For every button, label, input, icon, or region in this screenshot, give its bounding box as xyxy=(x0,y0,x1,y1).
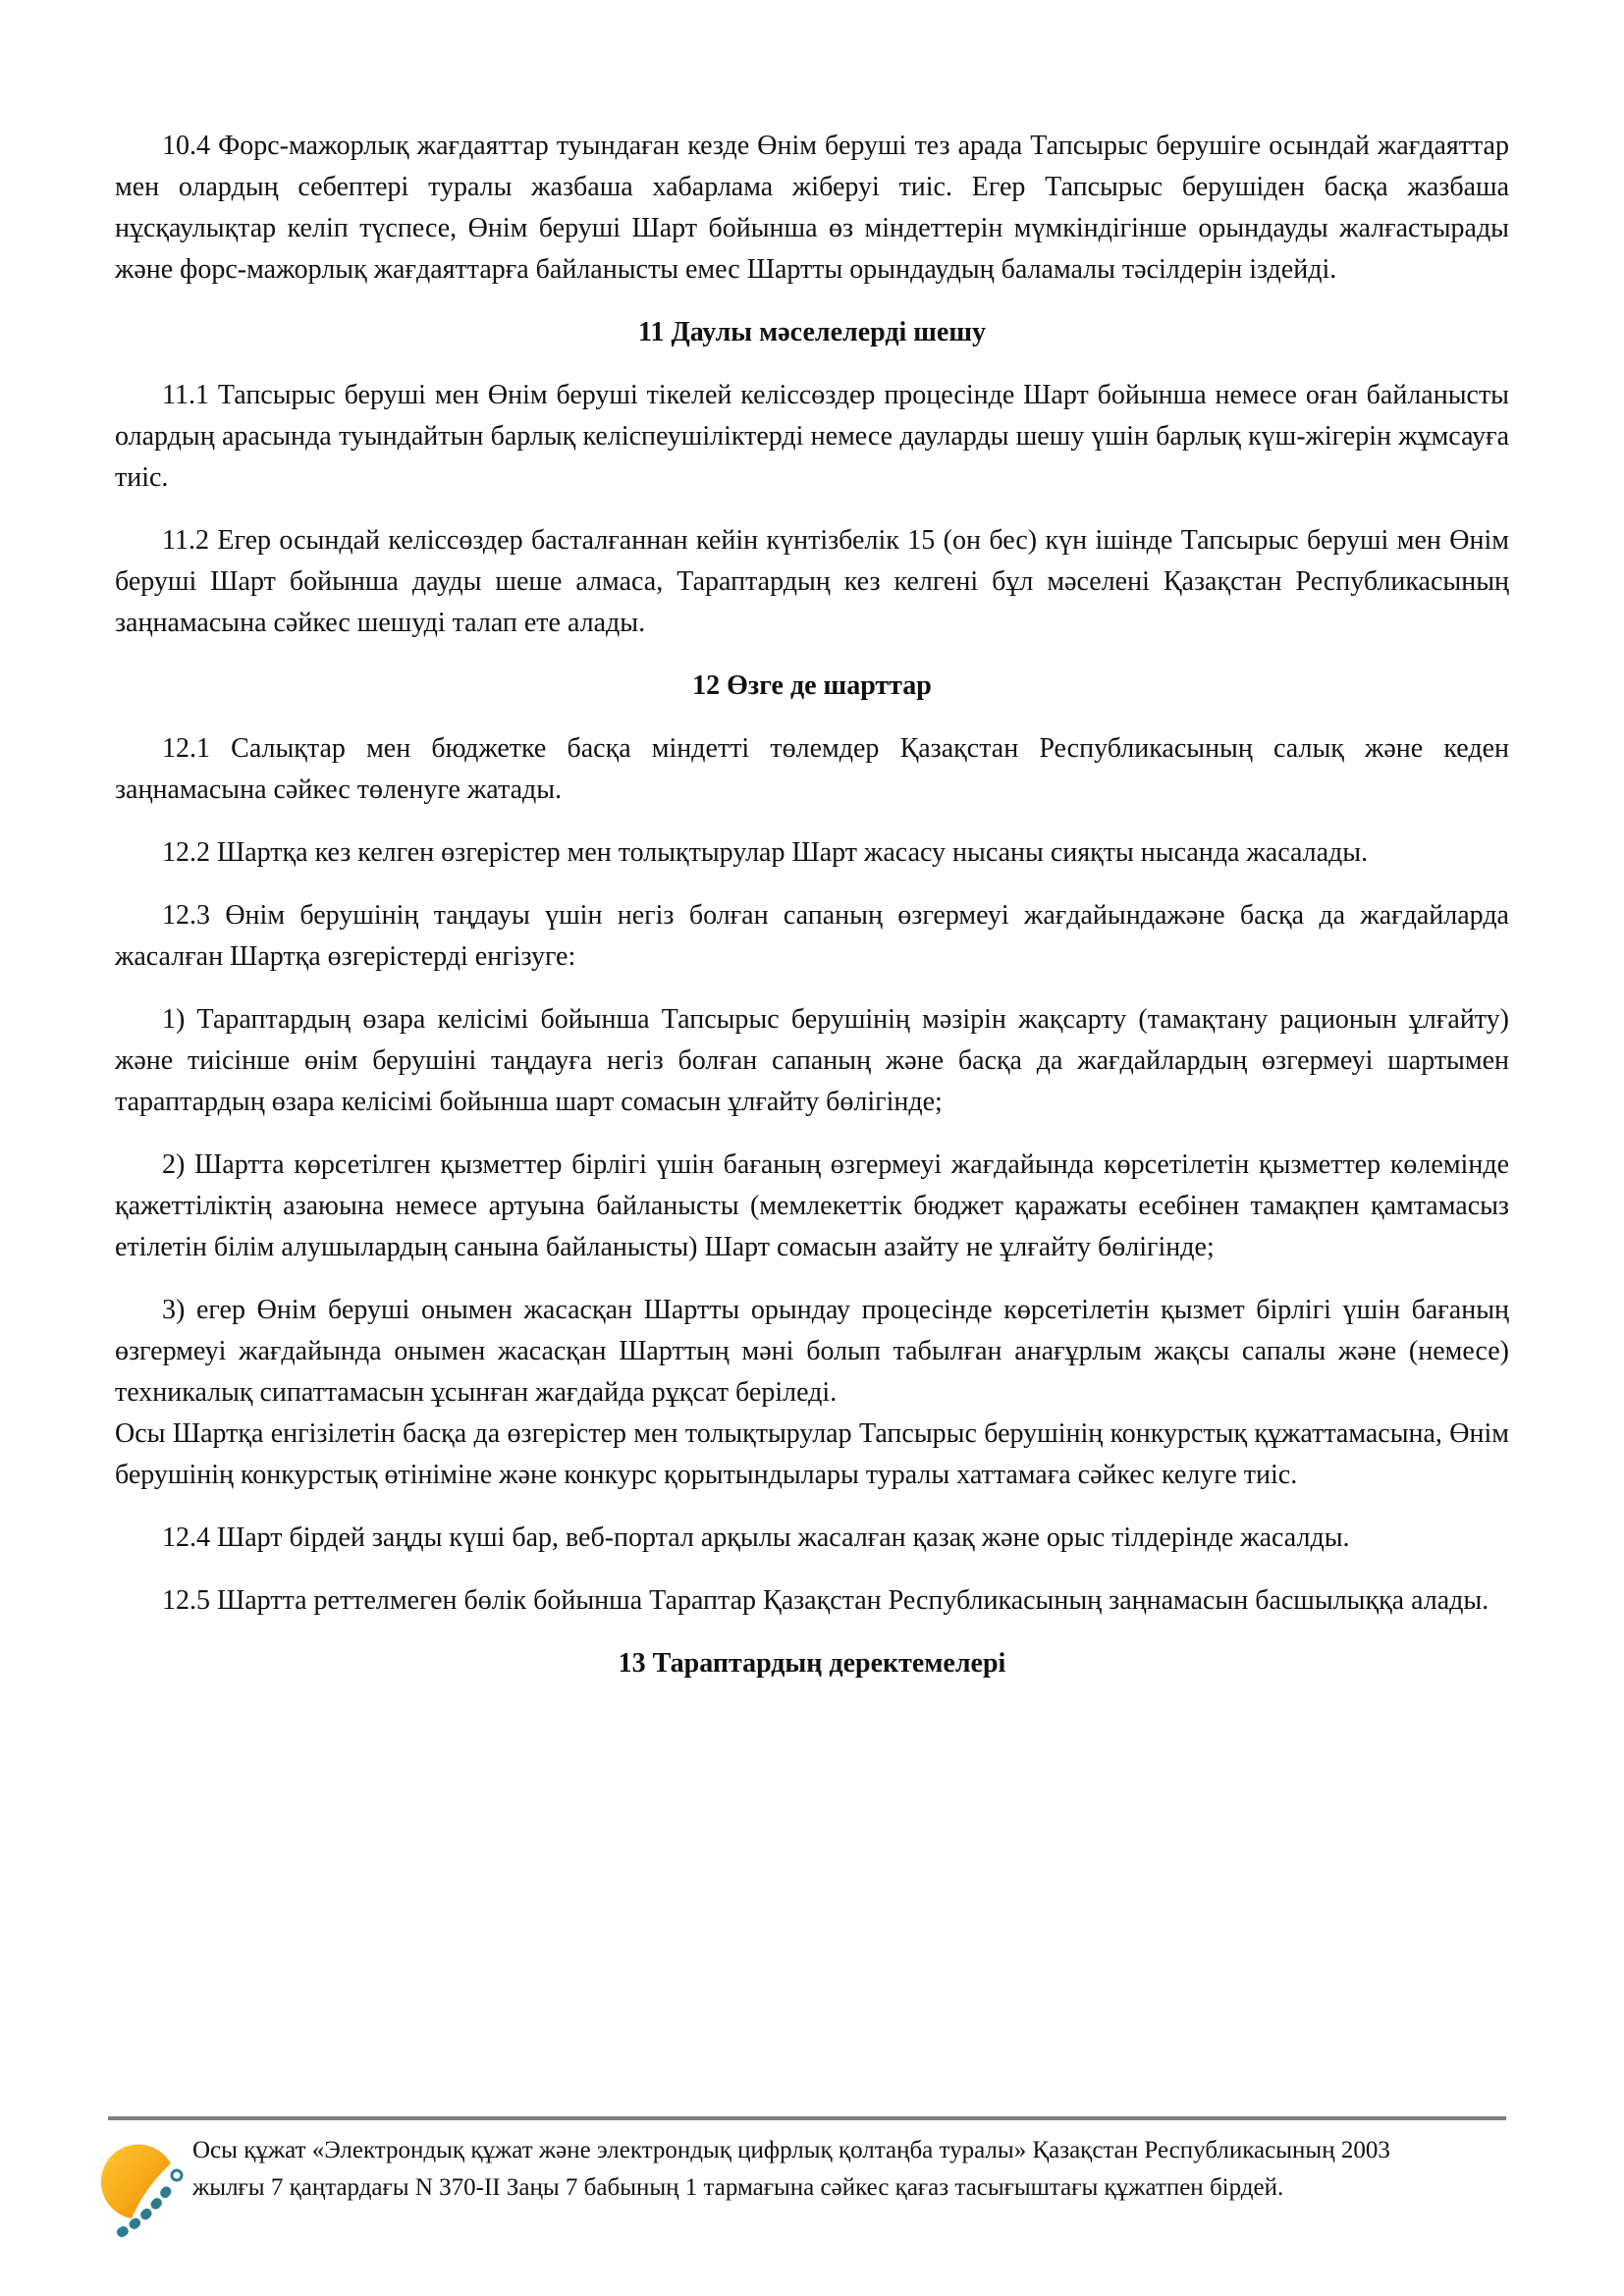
clause-12-2: 12.2 Шартқа кез келген өзгерістер мен толықтырулар Шарт жасасу нысаны сияқты нысанда жасалады. xyxy=(162,837,1369,868)
section-heading-12: 12 Өзге де шарттар xyxy=(692,670,932,701)
clause-12-3: 12.3 Өнім берушінің таңдауы үшін негіз болған сапаның өзгермеуі жағдайындажәне басқа да жағдайларда жасалған Шартқа өзгерістерді енгізуге: xyxy=(115,900,1509,972)
section-heading-13: 13 Тараптардың деректемелері xyxy=(618,1648,1006,1679)
subclause-3: 3) егер Өнім беруші онымен жасасқан Шартты орындау процесінде көрсетілетін қызмет бірлігі үшін бағаның өзгермеуі жағдайында онымен жасасқан Шарттың мәні болып табылған анағұрлым жақсы сапалы және (немесе) техникалық сипаттамасын ұсынған жағдайда рұқсат беріледі. xyxy=(115,1295,1509,1408)
clause-11-2: 11.2 Егер осындай келіссөздер басталғаннан кейін күнтізбелік 15 (он бес) күн ішінде Тапсырыс беруші мен Өнім беруші Шарт бойынша дауды шеше алмаса, Тараптардың кез келгені бұл мәселені Қазақстан Республикасының заңнамасына сәйкес шешуді талап ете алады. xyxy=(115,525,1509,638)
section-heading-11: 11 Даулы мәселелерді шешу xyxy=(638,317,986,347)
footer-divider xyxy=(108,2116,1506,2120)
footer-note: Осы құжат «Электрондық құжат және электрондық цифрлық қолтаңба туралы» Қазақстан Республикасының 2003 жылғы 7 қаңтардағы N 370-II Заңы 7 бабының 1 тармағына сәйкес қағаз тасығыштағы құжатпен бірдей. xyxy=(192,2137,1390,2201)
subclause-1: 1) Тараптардың өзара келісімі бойынша Тапсырыс берушінің мәзірін жақсарту (тамақтану рационын ұлғайту) және тиісінше өнім берушіні таңдауға негіз болған сапаның және басқа да жағдайлардың өзгермеуі шартымен тараптардың өзара келісімі бойынша шарт сомасын ұлғайту бөлігінде; xyxy=(115,1004,1509,1117)
clause-10-4: 10.4 Форс-мажорлық жағдаяттар туындаған кезде Өнім беруші тез арада Тапсырыс берушіге осындай жағдаяттар мен олардың себептері туралы жазбаша хабарлама жіберуі тиіс. Егер Тапсырыс берушіден басқа жазбаша нұсқаулықтар келіп түспесе, Өнім беруші Шарт бойынша өз міндеттерін мүмкіндігінше орындауды жалғастырады және форс-мажорлық жағдаяттарға байланысты емес Шартты орындаудың баламалы тәсілдерін іздейді. xyxy=(115,131,1509,285)
clause-12-3-continuation: Осы Шартқа енгізілетін басқа да өзгерістер мен толықтырулар Тапсырыс берушінің конкурстық құжаттамасына, Өнім берушінің конкурстық өтініміне және конкурс қорытындылары туралы хаттамаға сәйкес келуге тиіс. xyxy=(115,1418,1509,1490)
subclause-2: 2) Шартта көрсетілген қызметтер бірлігі үшін бағаның өзгермеуі жағдайында көрсетілетін қызметтер көлемінде қажеттіліктің азаюына немесе артуына байланысты (мемлекеттік бюджет қаражаты есебінен тамақпен қамтамасыз етілетін білім алушылардың санына байланысты) Шарт сомасын азайту не ұлғайту бөлігінде; xyxy=(115,1149,1509,1262)
esign-stamp-icon xyxy=(94,2142,185,2245)
clause-11-1: 11.1 Тапсырыс беруші мен Өнім беруші тікелей келіссөздер процесінде Шарт бойынша немесе оған байланысты олардың арасында туындайтын барлық келіспеушіліктерді немесе дауларды шешу үшін барлық күш-жігерін жұмсауға тиіс. xyxy=(115,380,1509,493)
clause-12-1: 12.1 Салықтар мен бюджетке басқа міндетті төлемдер Қазақстан Республикасының салық және кеден заңнамасына сәйкес төленуге жатады. xyxy=(115,733,1509,805)
clause-12-4: 12.4 Шарт бірдей заңды күші бар, веб-портал арқылы жасалған қазақ және орыс тілдерінде жасалды. xyxy=(162,1522,1350,1553)
footer xyxy=(0,2116,1624,2245)
clause-12-5: 12.5 Шартта реттелмеген бөлік бойынша Тараптар Қазақстан Республикасының заңнамасын басшылыққа алады. xyxy=(162,1585,1489,1616)
